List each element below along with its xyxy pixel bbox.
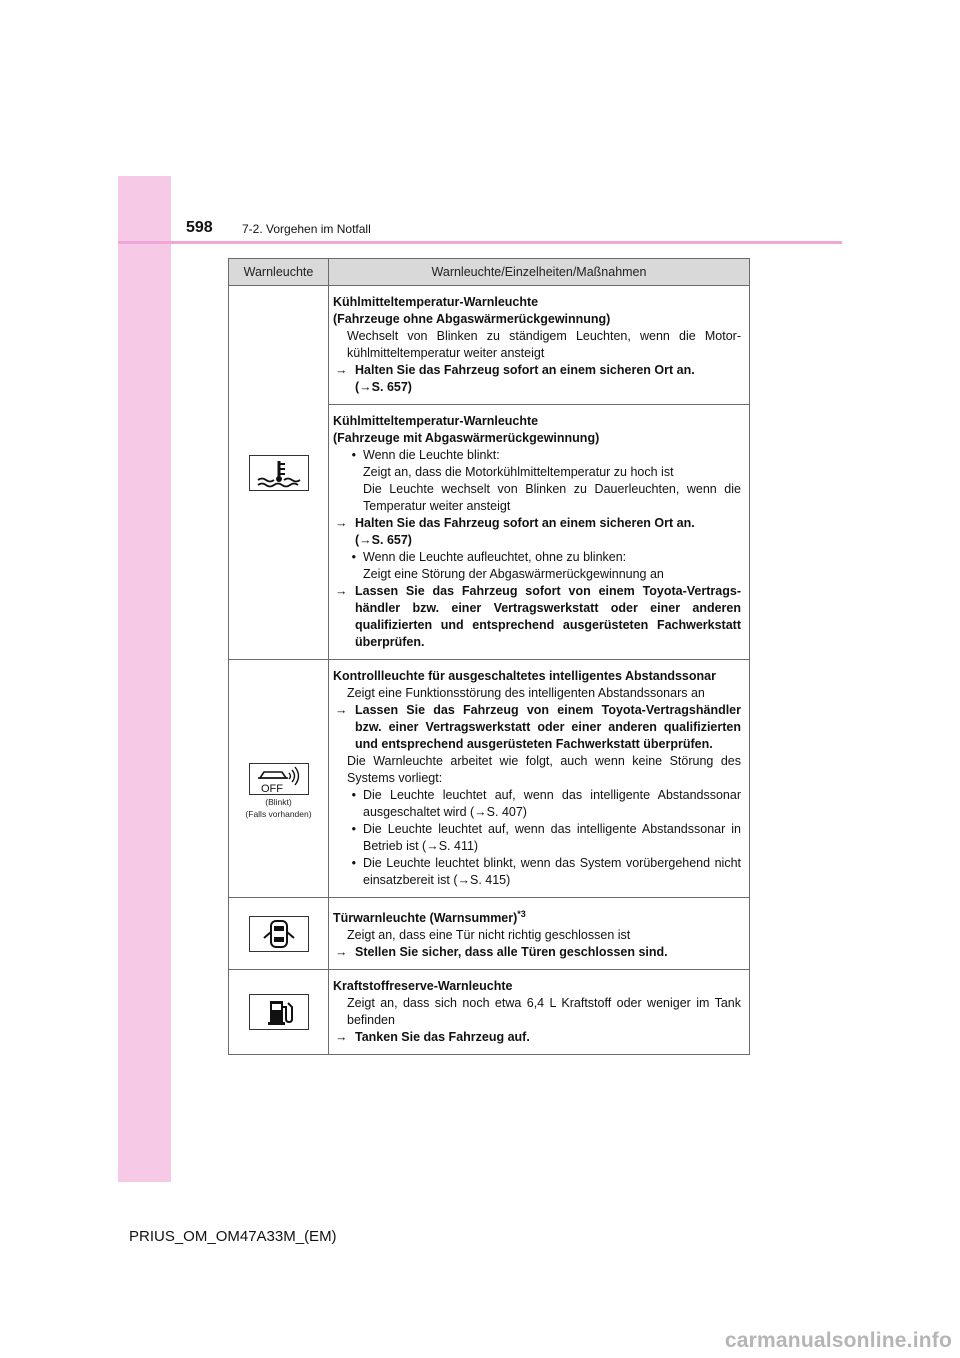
- coolant-icon-cell: [229, 286, 329, 660]
- warning-light-table: [228, 258, 750, 1055]
- door-action-text: Stellen Sie sicher, dass alle Türen geschlossen sind.: [355, 945, 668, 960]
- document-code: PRIUS_OM_OM47A33M_(EM): [129, 1228, 337, 1245]
- page-number: 598: [186, 219, 213, 236]
- arrow-icon: →: [335, 584, 348, 598]
- coolant-title: Kühlmitteltemperatur-Warnleuchte: [333, 414, 539, 428]
- arrow-icon: →: [335, 516, 348, 530]
- door-title: [333, 906, 741, 927]
- arrow-icon: →: [335, 363, 348, 377]
- coolant-description: Wechselt von Blinken zu ständigem Leuchten, wenn die Motorkühlmitteltemperatur weiter ansteigt: [347, 329, 741, 360]
- fuel-action: [333, 1029, 741, 1046]
- sonar-description: Zeigt eine Funktionsstörung des intelligenten Abstandssonars an: [347, 686, 705, 700]
- fuel-title: Kraftstoffreserve-Warnleuchte: [333, 979, 513, 994]
- fuel-action-text: Tanken Sie das Fahrzeug auf.: [355, 1030, 530, 1045]
- sonar-icon-text: OFF: [260, 782, 283, 794]
- column-header-details: Warnleuchte/Einzelheiten/Maßnahmen: [329, 259, 750, 286]
- sonar-title: Kontrollleuchte für ausgeschaltetes intelligentes Abstandssonar: [333, 669, 716, 683]
- arrow-icon: →: [335, 703, 348, 717]
- table-row: [229, 286, 750, 405]
- list-item: [333, 821, 741, 855]
- coolant-action-text: Halten Sie das Fahrzeug sofort an einem sicheren Ort an.: [355, 516, 695, 530]
- fuel-details: [329, 970, 750, 1055]
- coolant-title: Kühlmitteltemperatur-Warnleuchte: [333, 295, 539, 309]
- sonar-icon-cell: [229, 660, 329, 898]
- coolant-action-text: Halten Sie das Fahrzeug sofort an einem sicheren Ort an.: [355, 363, 695, 377]
- footnote-marker: *3: [517, 909, 526, 919]
- list-item: [333, 447, 741, 464]
- bullet-icon: •: [351, 550, 356, 564]
- list-item: [333, 855, 741, 889]
- list-item: [333, 549, 741, 566]
- fuel-description: Zeigt an, dass sich noch etwa 6,4 L Kraftstoff oder weniger im Tank befinden: [347, 996, 741, 1028]
- header-rule: [118, 241, 842, 244]
- coolant-subtitle: (Fahrzeuge mit Abgaswärmerückgewinnung): [333, 431, 600, 445]
- bullet-detail: Zeigt an, dass die Motorkühlmitteltemperatur zu hoch ist: [363, 465, 674, 479]
- ehr-action: [333, 583, 741, 651]
- bullet-icon: •: [351, 788, 356, 802]
- bullet-icon: •: [351, 448, 356, 462]
- coolant-ehr-details: [329, 405, 750, 660]
- watermark-link[interactable]: carmanualsonline.info: [724, 1329, 952, 1352]
- table-row: [229, 660, 750, 898]
- column-header-warning-light: Warnleuchte: [229, 259, 329, 286]
- door-details: [329, 898, 750, 970]
- sonar-action: [333, 702, 741, 753]
- arrow-icon: →: [335, 1030, 348, 1045]
- sonar-optional-note: (Falls vorhanden): [245, 808, 312, 819]
- bullet-text: Wenn die Leuchte aufleuchtet, ohne zu blinken:: [363, 550, 627, 564]
- table-row: [229, 898, 750, 970]
- bullet-detail: Die Leuchte wechselt von Blinken zu Dauerleuchten, wenn die Temperatur weiter ansteigt: [363, 482, 741, 513]
- door-description: Zeigt an, dass eine Tür nicht richtig geschlossen ist: [347, 928, 631, 943]
- sonar-blink-note: (Blinkt): [265, 796, 292, 807]
- bullet-icon: •: [351, 822, 356, 836]
- bullet-text: Die Leuchte leuchtet auf, wenn das intelligente Abstandssonar in Betrieb ist (→S. 411): [363, 822, 741, 853]
- door-icon-cell: [229, 898, 329, 970]
- door-title-text: Türwarnleuchte (Warnsummer): [333, 911, 518, 926]
- bullet-text: Die Leuchte leuchtet auf, wenn das intelligente Abstandssonar ausgeschaltet wird (→S. 407): [363, 788, 741, 819]
- door-open-icon: [249, 916, 309, 952]
- bullet-text: Wenn die Leuchte blinkt:: [363, 448, 500, 462]
- list-item: [333, 787, 741, 821]
- sonar-action-text: Lassen Sie das Fahrzeug von einem Toyota-Vertragshändler bzw. einer Vertragswerkstatt oder einer anderen qualifizierten und entsprechend ausgerüsteten Fachwerkstatt überprüfen.: [355, 703, 741, 751]
- table-header-row: [229, 259, 750, 286]
- bullet-icon: •: [351, 856, 356, 870]
- sonar-details: [329, 660, 750, 898]
- side-tab-strip: [118, 176, 171, 1182]
- coolant-no-ehr-details: [329, 286, 750, 405]
- fuel-icon-cell: [229, 970, 329, 1055]
- sonar-info: Die Warnleuchte arbeitet wie folgt, auch wenn keine Störung des Systems vorliegt:: [347, 754, 741, 785]
- section-title: 7-2. Vorgehen im Notfall: [242, 222, 371, 236]
- bullet-detail: Zeigt eine Störung der Abgaswärmerückgewinnung an: [363, 567, 664, 581]
- table-row: [229, 970, 750, 1055]
- coolant-action: [333, 515, 741, 532]
- coolant-temperature-icon: [249, 455, 309, 491]
- arrow-icon: →: [335, 945, 348, 960]
- ehr-action-text: Lassen Sie das Fahrzeug sofort von einem Toyota-Vertragshändler bzw. einer Vertragswerkstatt oder einer anderen qualifizierten und entsprechend ausgerüsteten Fachwerkstatt überprüfen.: [355, 584, 741, 649]
- coolant-action: [333, 362, 741, 379]
- page-reference: (→S. 657): [355, 533, 412, 547]
- coolant-subtitle: (Fahrzeuge ohne Abgaswärmerückgewinnung): [333, 312, 611, 326]
- bullet-text: Die Leuchte leuchtet blinkt, wenn das System vorübergehend nicht einsatzbereit ist (→S. 415): [363, 856, 741, 887]
- fuel-pump-icon: [249, 994, 309, 1030]
- door-action: [333, 944, 741, 961]
- sonar-off-icon: [249, 763, 309, 795]
- page-reference: (→S. 657): [355, 380, 412, 394]
